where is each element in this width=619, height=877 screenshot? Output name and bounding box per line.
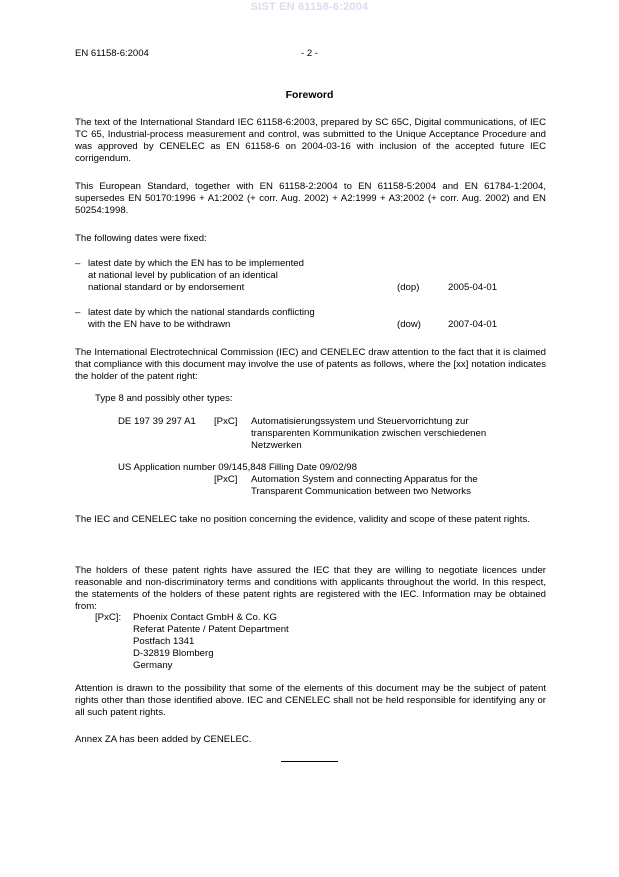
end-rule: [281, 761, 338, 762]
contact-holder: [PxC]:: [95, 612, 122, 623]
date-item-dow: [75, 307, 546, 335]
paragraph-7: Attention is drawn to the possibility that some of the elements of this document may be the subject of patent rights other than those identified above. IEC and CENELEC shall not be held responsible for identifying any or all such patent rights.: [75, 683, 546, 718]
header-doc-id: EN 61158-6:2004: [75, 48, 149, 59]
patent-de-number: DE 197 39 297 A1: [118, 416, 196, 427]
watermark: SIST EN 61158-6:2004: [250, 1, 369, 13]
date-code: (dop): [397, 282, 420, 293]
date-item-line: with the EN have to be withdrawn: [88, 319, 231, 330]
patent-us-title-line: Automation System and connecting Apparatus for the: [251, 474, 478, 485]
header-page-number: - 2 -: [301, 48, 318, 59]
list-dash: –: [75, 258, 81, 269]
patent-de-title-line: transparenten Kommunikation zwischen verschiedenen: [251, 428, 487, 439]
patent-de-holder: [PxC]: [214, 416, 238, 427]
patent-de-title-line: Netzwerken: [251, 440, 302, 451]
patent-us-holder: [PxC]: [214, 474, 238, 485]
date-item-line: at national level by publication of an identical: [88, 270, 278, 281]
patent-de-title: [251, 416, 486, 452]
date-item-line: national standard or by endorsement: [88, 282, 245, 293]
paragraph-5: The IEC and CENELEC take no position concerning the evidence, validity and scope of these patent rights.: [75, 514, 530, 525]
patent-us-title-line: Transparent Communication between two Networks: [251, 486, 471, 497]
patent-types-intro: Type 8 and possibly other types:: [95, 393, 233, 404]
patent-us-title: [251, 474, 478, 498]
paragraph-1: The text of the International Standard IEC 61158-6:2003, prepared by SC 65C, Digital communications, of IEC TC 65, Industrial-process measurement and control, was submitted to the Unique Acceptance Procedure and was approved by CENELEC as EN 61158-6 on 2004-03-16 with inclusion of the accepted future IEC corrigendum.: [75, 117, 546, 164]
date-code: (dow): [397, 319, 421, 330]
paragraph-6: The holders of these patent rights have assured the IEC that they are willing to negotiate licences under reasonable and non-discriminatory terms and conditions with applicants throughout the world. In this respect, the statements of the holders of these patent rights are registered with the IEC. Information may be obtained from:: [75, 565, 546, 612]
paragraph-2: This European Standard, together with EN 61158-2:2004 to EN 61158-5:2004 and EN 61784-1:2004, supersedes EN 50170:1996 + A1:2002 (+ corr. Aug. 2002) + A2:1999 + A3:2002 (+ corr. Aug. 2002) and EN 50254:1998.: [75, 181, 546, 216]
page-title: Foreword: [285, 89, 334, 101]
contact-line: Phoenix Contact GmbH & Co. KG: [133, 612, 277, 623]
contact-address: [133, 612, 289, 672]
contact-line: D-32819 Blomberg: [133, 648, 214, 659]
date-item-line: latest date by which the national standards conflicting: [88, 307, 315, 318]
patent-de-title-line: Automatisierungssystem und Steuervorrichtung zur: [251, 416, 469, 427]
contact-line: Postfach 1341: [133, 636, 195, 647]
paragraph-3: The following dates were fixed:: [75, 233, 207, 244]
date-value: 2007-04-01: [448, 319, 498, 330]
paragraph-8: Annex ZA has been added by CENELEC.: [75, 734, 252, 745]
list-dash: –: [75, 307, 81, 318]
contact-line: Germany: [133, 660, 173, 671]
contact-line: Referat Patente / Patent Department: [133, 624, 289, 635]
date-item-dop: [75, 258, 546, 298]
date-item-line: latest date by which the EN has to be implemented: [88, 258, 304, 269]
patent-us-application: US Application number 09/145,848 Filling Date 09/02/98: [118, 462, 357, 473]
paragraph-4: The International Electrotechnical Commission (IEC) and CENELEC draw attention to the fact that it is claimed that compliance with this document may involve the use of patents as follows, where the [xx] notation indicates the holder of the patent right:: [75, 347, 546, 382]
date-value: 2005-04-01: [448, 282, 498, 293]
